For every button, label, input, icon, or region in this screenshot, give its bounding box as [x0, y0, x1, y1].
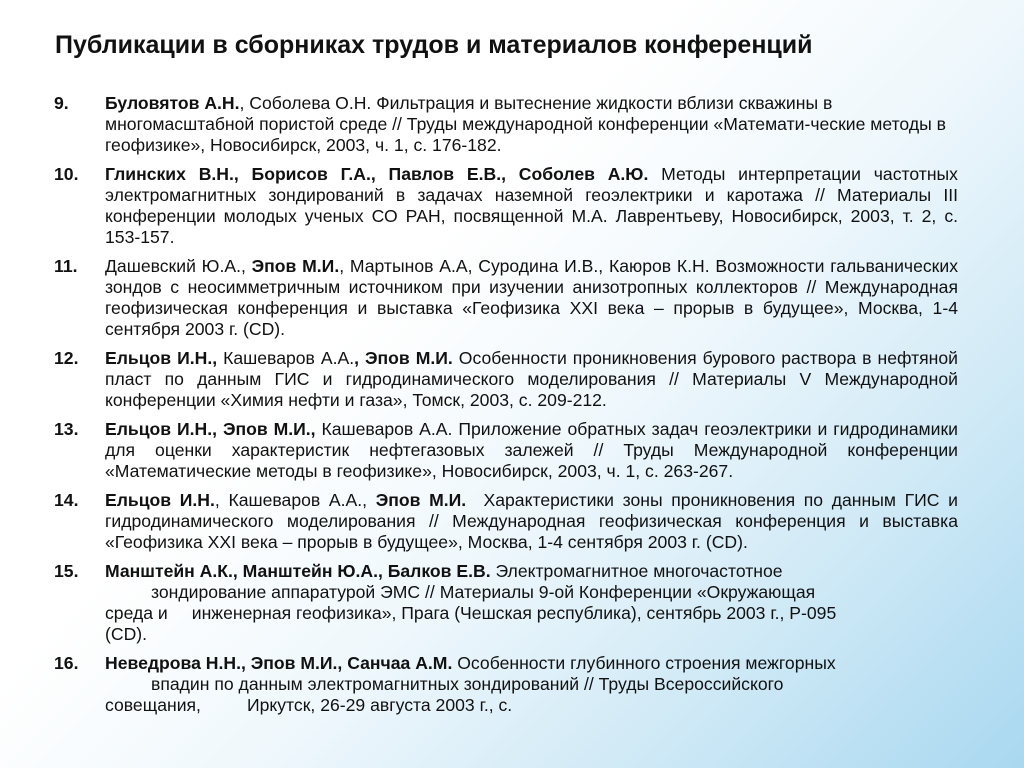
authors-bold: Ельцов И.Н., [105, 348, 218, 368]
item-number: 11. [54, 256, 78, 276]
list-item [54, 256, 958, 340]
item-text [105, 490, 963, 553]
citation-text: Особенности проникновения бурового раствора в нефтяной пласт по данным ГИС и гидродинамического моделирования // Материалы V Международной конференции «Химия нефти и газа», Томск, 2003, с. 209-212. [105, 348, 958, 410]
list-item [54, 348, 958, 411]
citation-text: , Соболева О.Н. Фильтрация и вытеснение жидкости вблизи скважины в многомасштабной пористой среде // Труды международной конференции «Математи-ческие методы в геофизике», Новосибирск, 2003, ч. 1, с. 176-182. [105, 93, 946, 155]
item-number: 12. [54, 348, 79, 368]
list-item [54, 561, 958, 645]
list-item [54, 419, 958, 482]
publication-list [54, 93, 963, 724]
authors-text: Кашеваров А.А. [217, 348, 355, 368]
citation-text: Особенности глубинного строения межгорных [452, 653, 836, 673]
list-item [54, 653, 958, 716]
authors-bold: Эпов М.И. [251, 256, 340, 276]
item-text [105, 561, 958, 645]
authors-text: Дашевский Ю.А., [105, 256, 252, 276]
citation-text: инженерная геофизика», Прага (Чешская республика), сентябрь 2003 г., Р-095 [191, 603, 837, 623]
item-text [105, 256, 958, 340]
citation-text: Методы интерпретации частотных электромагнитных зондирований в задачах наземной геоэлектрики и каротажа // Материалы III конференции молодых ученых СО РАН, посвященной М.А. Лаврентьеву, Новосибирск, 2003, т. 2, с. 153-157. [105, 164, 958, 247]
citation-text: впадин по данным электромагнитных зондирований // Труды Всероссийского [151, 674, 784, 694]
item-number: 10. [54, 164, 79, 184]
item-number: 13. [54, 419, 79, 439]
citation-text: , Мартынов А.А, Суродина И.В., Каюров К.Н. Возможности гальванических зондов с неосимметричным источником при изучении анизотропных коллекторов // Международная геофизическая конференция и выставка «Геофизика XXI века – прорыв в будущее», Москва, 1-4 сентября 2003 г. (CD). [105, 256, 959, 339]
item-number: 9. [54, 93, 69, 113]
citation-text: совещания, [105, 695, 201, 715]
list-item [54, 490, 963, 553]
authors-bold: Эпов М.И. [375, 490, 467, 510]
item-text [105, 164, 958, 248]
citation-text: Характеристики зоны проникновения по данным ГИС и гидродинамического моделирования // Международная геофизическая конференция и выставка «Геофизика XXI века – прорыв в будущее», Москва, 1-4 сентября 2003 г. (CD). [105, 490, 963, 552]
list-item [54, 93, 958, 156]
item-number: 16. [54, 653, 79, 673]
item-number: 15. [54, 561, 79, 581]
page-title: Публикации в сборниках трудов и материалов конференций [55, 31, 813, 59]
citation-text: Кашеваров А.А. Приложение обратных задач геоэлектрики и гидродинамики для оценки характеристик нефтегазовых залежей // Труды Международной конференции «Математические методы в геофизике», Новосибирск, 2003, ч. 1, с. 263-267. [105, 419, 958, 481]
authors-bold: Ельцов И.Н. [105, 490, 215, 510]
citation-text: Электромагнитное многочастотное [490, 561, 783, 581]
item-number: 14. [54, 490, 79, 510]
citation-text: зондирование аппаратурой ЭМС // Материалы 9-ой Конференции «Окружающая [151, 582, 816, 602]
item-text [105, 93, 958, 156]
authors-bold: Ельцов И.Н., Эпов М.И., [105, 419, 316, 439]
item-text [105, 653, 958, 716]
list-item [54, 164, 958, 248]
item-text [105, 419, 958, 482]
citation-text: Иркутск, 26-29 августа 2003 г., с. [246, 695, 513, 715]
authors-bold: Глинских В.Н., Борисов Г.А., Павлов Е.В., Соболев А.Ю. [105, 164, 649, 184]
citation-text: (CD). [105, 624, 148, 644]
authors-bold: , Эпов М.И. [354, 348, 453, 368]
authors-text: , Кашеваров А.А., [214, 490, 376, 510]
item-text [105, 348, 958, 411]
citation-text: среда и [105, 603, 168, 623]
authors-bold: Манштейн А.К., Манштейн Ю.А., Балков Е.В. [105, 561, 491, 581]
authors-bold: Неведрова Н.Н., Эпов М.И., Санчаа А.М. [105, 653, 453, 673]
authors-bold: Буловятов А.Н. [105, 93, 240, 113]
